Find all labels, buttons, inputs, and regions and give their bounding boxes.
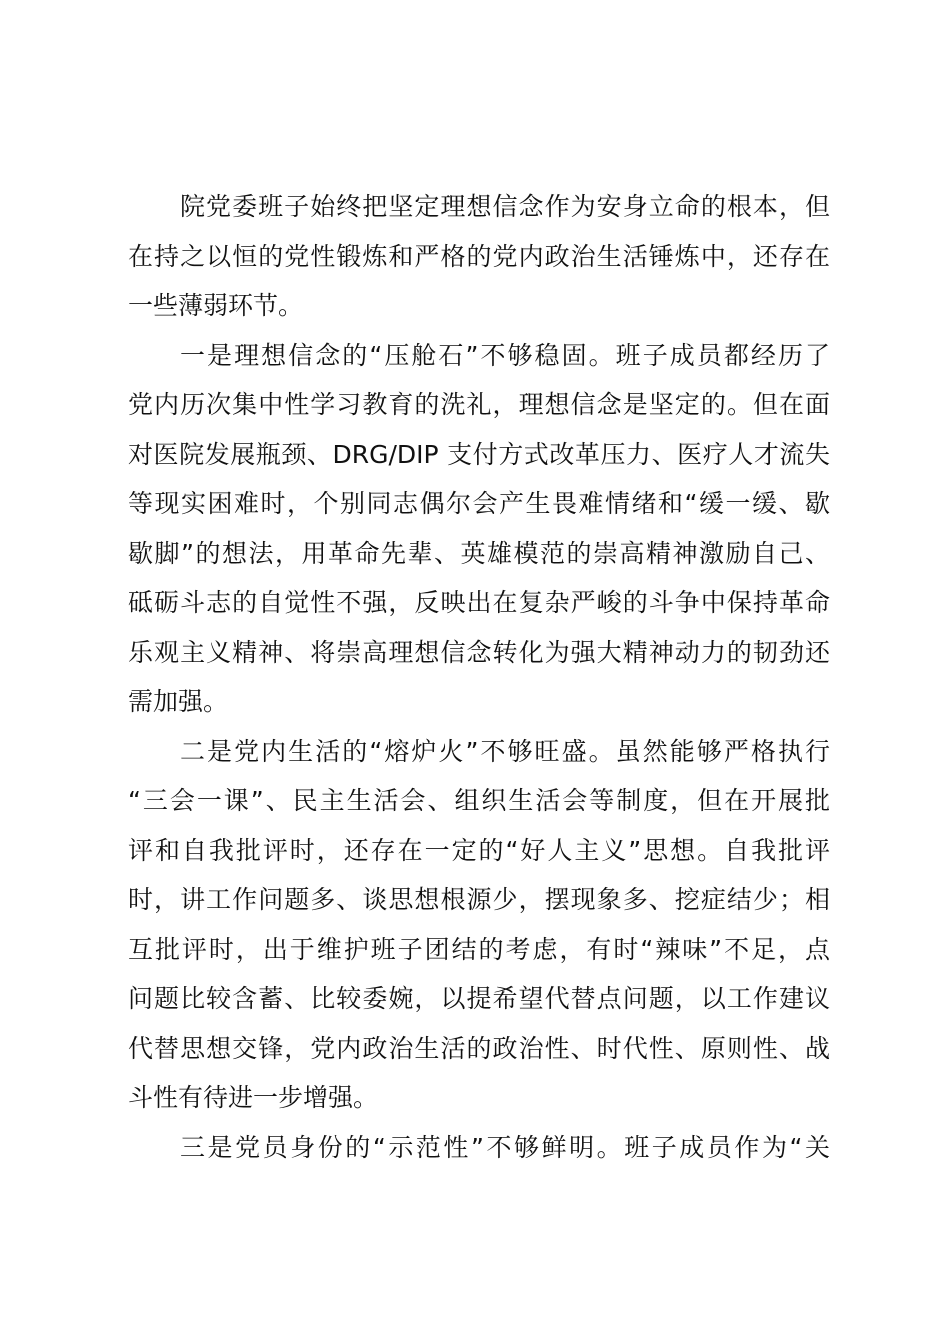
document-body	[128, 182, 830, 1172]
text-line: 一是理想信念的“压舱石”不够稳固。班子成员都经历了	[180, 340, 830, 370]
text-line: 问题比较含蓄、比较委婉，以提希望代替点问题，以工作建议	[128, 984, 830, 1013]
text-line: 歇脚”的想法，用革命先辈、英雄模范的崇高精神激励自己、	[128, 538, 830, 568]
text-line: 砥砺斗志的自觉性不强，反映出在复杂严峻的斗争中保持革命	[128, 588, 830, 617]
text-line: 党内历次集中性学习教育的洗礼，理想信念是坚定的。但在面	[128, 390, 830, 419]
text-line: 代替思想交锋，党内政治生活的政治性、时代性、原则性、战	[128, 1033, 830, 1063]
paragraph-point-three	[128, 1123, 830, 1173]
text-line: 一些薄弱环节。	[128, 291, 304, 320]
text-line: 时，讲工作问题多、谈思想根源少，摆现象多、挖症结少；相	[128, 885, 830, 914]
text-line: 互批评时，出于维护班子团结的考虑，有时“辣味”不足，点	[128, 934, 830, 964]
text-line: 院党委班子始终把坚定理想信念作为安身立命的根本，但	[180, 192, 830, 221]
paragraph-point-one	[128, 331, 830, 727]
paragraph-point-two	[128, 727, 830, 1123]
text-line: 等现实困难时，个别同志偶尔会产生畏难情绪和“缓一缓、歇	[128, 489, 830, 518]
text-line: 斗性有待进一步增强。	[128, 1083, 379, 1112]
text-line: 对医院发展瓶颈、DRG/DIP 支付方式改革压力、医疗人才流失	[128, 439, 830, 469]
text-line: 乐观主义精神、将崇高理想信念转化为强大精神动力的韧劲还	[128, 637, 830, 667]
text-line: “三会一课”、民主生活会、组织生活会等制度，但在开展批	[128, 786, 830, 815]
text-line: 三是党员身份的“示范性”不够鲜明。班子成员作为“关	[180, 1132, 830, 1162]
paragraph-intro	[128, 182, 830, 331]
text-line: 在持之以恒的党性锻炼和严格的党内政治生活锤炼中，还存在	[128, 241, 830, 271]
text-line: 需加强。	[128, 687, 229, 716]
text-line: 评和自我批评时，还存在一定的“好人主义”思想。自我批评	[128, 835, 830, 865]
text-line: 二是党内生活的“熔炉火”不够旺盛。虽然能够严格执行	[180, 736, 830, 766]
